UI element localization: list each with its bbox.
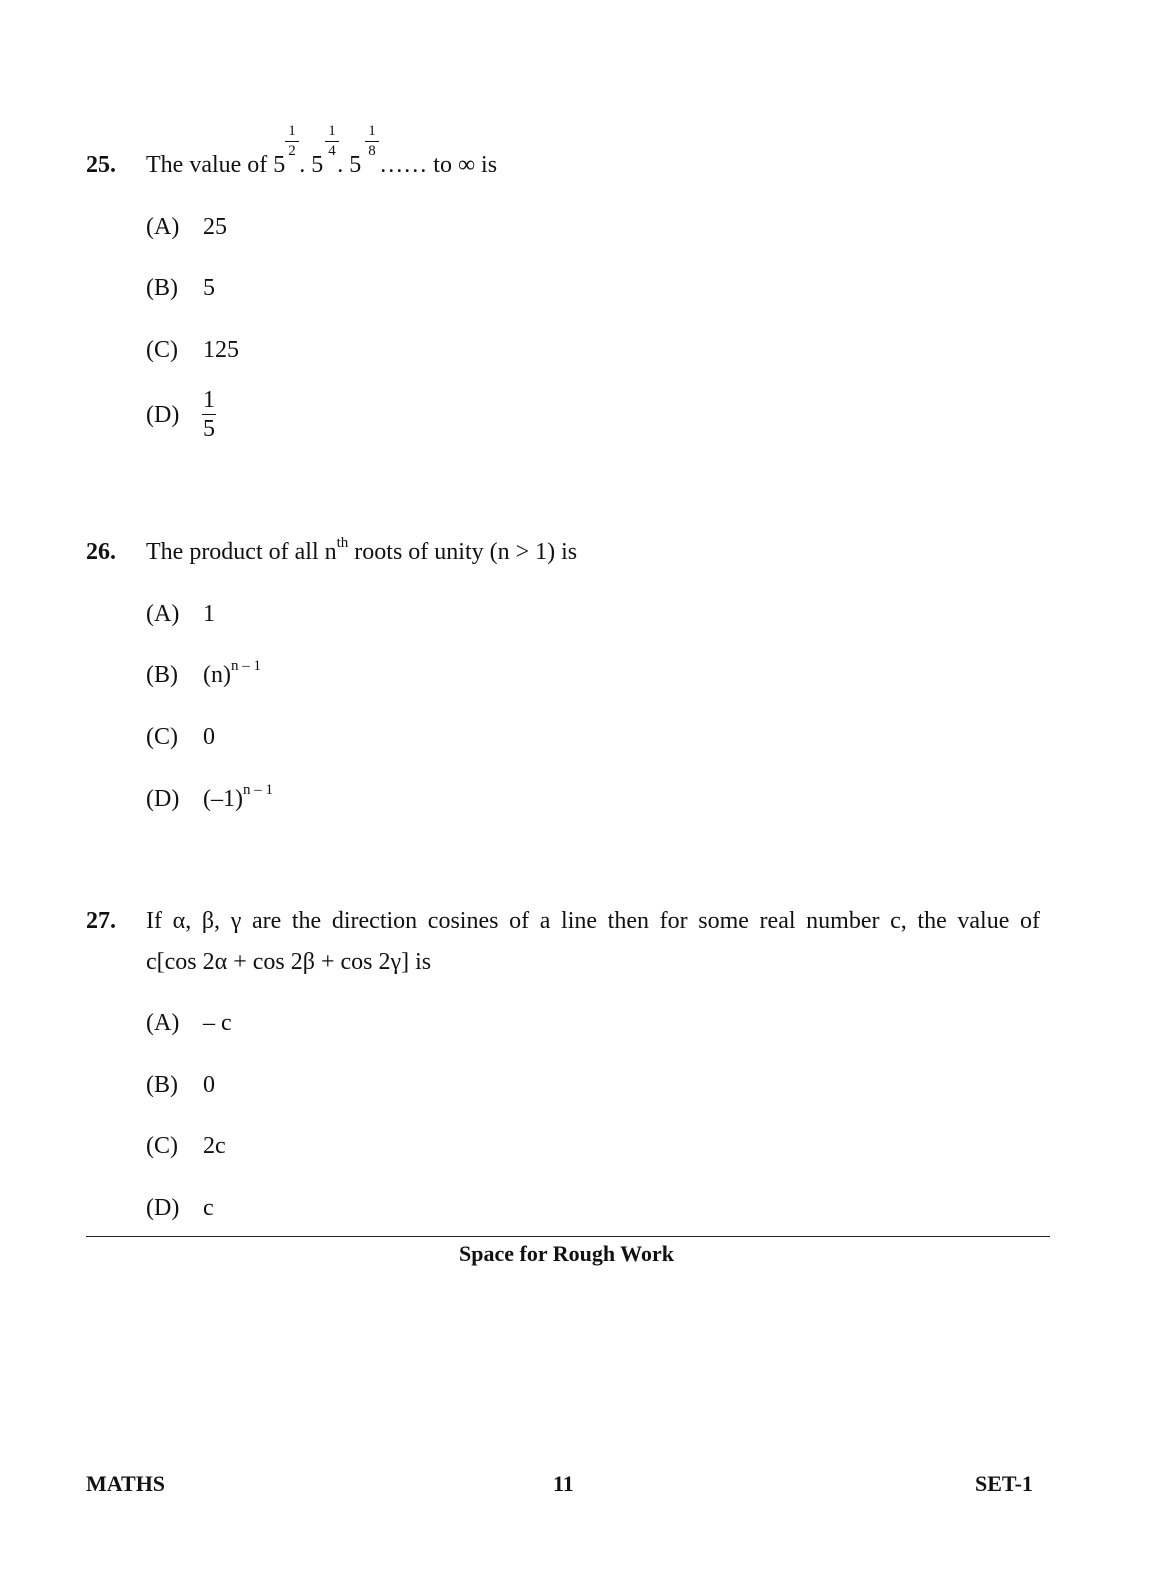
fraction-numerator: 1 [203,387,215,413]
option-text: – c [203,1010,232,1036]
superscript: n – 1 [230,658,261,674]
option-text: 0 [203,724,215,750]
fraction-numerator: 1 [365,124,379,142]
question-number: 27. [86,908,116,934]
rough-work-label: Space for Rough Work [459,1241,674,1266]
question-number: 26. [86,539,116,565]
option-label: (A) [146,1010,180,1036]
option-text: 5 [203,275,215,301]
option-label: (C) [146,1133,178,1159]
stem-text: …… to ∞ is [379,152,498,178]
stem-text: . 5 [299,152,324,178]
question-stem [146,535,578,566]
question-number: 25. [86,152,116,178]
option-label: (B) [146,662,178,688]
question-stem [146,152,497,179]
option-label: (D) [146,786,180,812]
option-text [203,782,273,813]
question-stem-line: If α, β, γ are the direction cosines of a line then for some real number c, the value of [146,908,1040,934]
exponent-fraction [325,124,339,159]
footer-page-number: 11 [553,1471,574,1496]
option-text: 1 [203,601,215,627]
fraction-denominator: 2 [288,143,296,159]
footer-set: SET-1 [975,1471,1033,1496]
option-base: (n) [203,662,231,688]
superscript: n – 1 [242,782,273,798]
exponent-fraction [365,124,379,159]
option-text: 25 [203,214,227,240]
option-text: c [203,1195,214,1221]
option-text [203,658,261,689]
question-stem-line: c[cos 2α + cos 2β + cos 2γ] is [146,949,432,975]
option-fraction [202,388,216,441]
option-label: (C) [146,724,178,750]
stem-text: roots of unity (n > 1) is [348,539,578,565]
stem-text: . 5 [337,152,362,178]
superscript: th [336,535,349,551]
fraction-numerator: 1 [285,124,299,142]
option-label: (D) [146,402,180,428]
option-label: (C) [146,337,178,363]
fraction-denominator: 5 [203,416,215,442]
option-label: (B) [146,1072,178,1098]
rough-work-divider [86,1236,1050,1237]
footer-subject: MATHS [86,1471,166,1496]
option-text: 125 [203,337,239,363]
option-label: (D) [146,1195,180,1221]
option-text: 0 [203,1072,215,1098]
option-text: 2c [203,1133,226,1159]
option-label: (A) [146,214,180,240]
option-label: (A) [146,601,180,627]
option-base: (–1) [203,786,243,812]
fraction-denominator: 4 [328,143,336,159]
fraction-denominator: 8 [368,143,376,159]
option-label: (B) [146,275,178,301]
stem-text: The value of 5 [146,152,286,178]
stem-text: The product of all n [146,539,337,565]
exponent-fraction [285,124,299,159]
fraction-numerator: 1 [325,124,339,142]
